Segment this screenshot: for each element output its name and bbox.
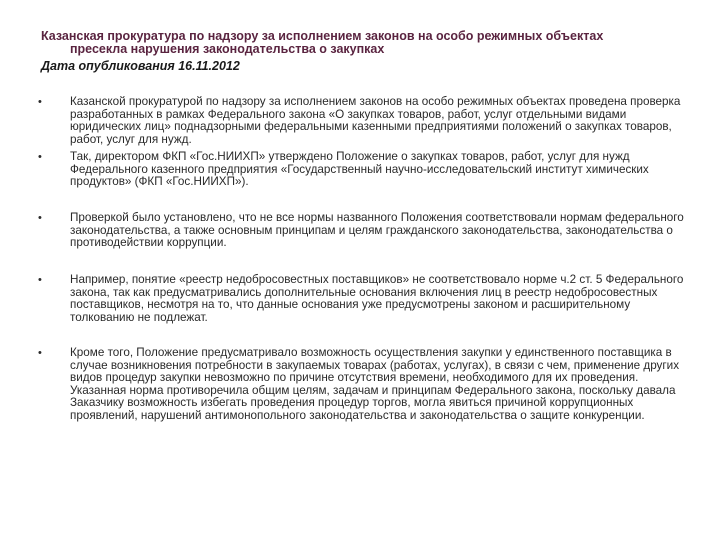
list-item — [38, 211, 692, 250]
list-item — [38, 95, 692, 146]
title-line-2: пресекла нарушения законодательства о закупках — [70, 42, 385, 56]
list-item-text: Так, директором ФКП «Гос.НИИХП» утверждено Положение о закупках товаров, работ, услуг для нужд Федерального казенного предприятия «Государственный научно-исследовательский институт химических продуктов» (ФКП «Гос.НИИХП»). — [70, 150, 649, 189]
bullet-icon: • — [38, 212, 42, 224]
bullet-icon: • — [38, 151, 42, 163]
bullet-icon: • — [38, 274, 42, 286]
list-item-text: Проверкой было установлено, что не все нормы названного Положения соответствовали нормам федерального законодательства, а также основным принципам и целям гражданского законодательства, законодательства о противодействии коррупции. — [70, 211, 684, 250]
publication-date: Дата опубликования 16.11.2012 — [41, 59, 240, 73]
bullet-icon: • — [38, 96, 42, 108]
list-item-text: Казанской прокуратурой по надзору за исполнением законов на особо режимных объектах проведена проверка разработанных в рамках Федерального закона «О закупках товаров, работ, услуг отдельными видами юридических лиц» поднадзорными федеральными казенными предприятиями положений о закупках товаров, работ, услуг для нужд. — [70, 95, 681, 146]
title-line-1: Казанская прокуратура по надзору за исполнением законов на особо режимных объектах — [41, 29, 604, 43]
list-item — [38, 346, 692, 423]
list-item — [38, 273, 692, 324]
list-item-text: Например, понятие «реестр недобросовестных поставщиков» не соответствовало норме ч.2 ст. 5 Федерального закона, так как предусматривались дополнительные основания включения лиц в реестр недобросовестных поставщиков, несмотря на то, что данные основания уже предусмотрены законом и расширительному толкованию не подлежат. — [70, 273, 684, 324]
bullet-icon: • — [38, 347, 42, 359]
list-item-text: Кроме того, Положение предусматривало возможность осуществления закупки у единственного поставщика в случае возникновения потребности в закупаемых товарах (работах, услугах), в связи с чем, применение других видов процедур закупки невозможно по причине отсутствия времени, необходимого для их проведения. Указанная норма противоречила общим целям, задачам и принципам Федерального закона, поскольку давала Заказчику возможность избегать проведения процедур торгов, могла явиться причиной коррупционных проявлений, нарушений антимонопольного законодательства и законодательства о защите конкуренции. — [70, 346, 680, 422]
list-item — [38, 150, 692, 189]
article-title — [41, 30, 691, 56]
